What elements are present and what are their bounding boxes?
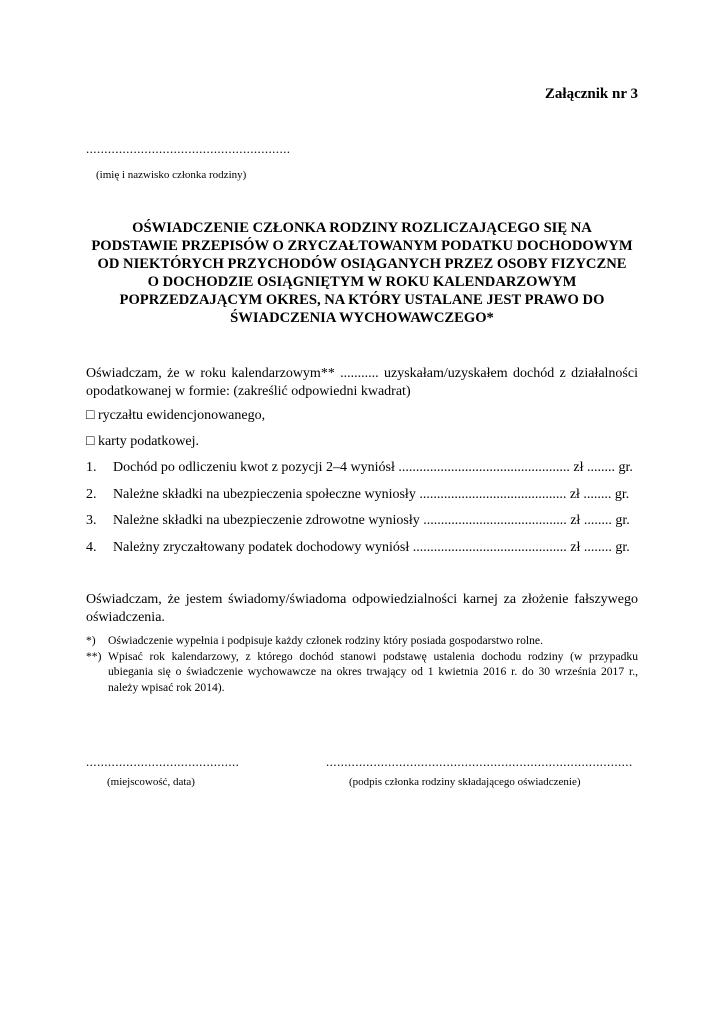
income-declaration <box>86 365 638 401</box>
member-name-field[interactable]: ........................................................ <box>86 141 291 156</box>
footnotes <box>86 633 638 695</box>
item-text[interactable]: Należne składki na ubezpieczenie zdrowotne wyniosły ......................................... zł ........ gr. <box>113 513 630 528</box>
liability-declaration <box>86 591 638 627</box>
document-title <box>86 219 638 327</box>
item-number: 1. <box>86 460 97 475</box>
place-date-field[interactable]: .......................................... <box>86 754 240 769</box>
footnote-text: Wpisać rok kalendarzowy, z którego dochód stanowi podstawę ustalenia dochodu rodziny (w przypadku <box>108 649 638 663</box>
footnote-text: należy wpisać rok 2014). <box>108 680 225 694</box>
item-number: 3. <box>86 513 97 528</box>
item-number: 4. <box>86 540 97 555</box>
title-line: ŚWIADCZENIA WYCHOWAWCZEGO* <box>230 310 494 326</box>
item-number: 2. <box>86 487 97 502</box>
title-line: O DOCHODZIE OSIĄGNIĘTYM W ROKU KALENDARZOWYM <box>147 274 577 290</box>
title-line: POPRZEDZAJĄCYM OKRES, NA KTÓRY USTALANE JEST PRAWO DO <box>119 292 605 308</box>
footnote <box>86 633 638 649</box>
member-name-caption: (imię i nazwisko członka rodziny) <box>96 169 247 181</box>
footnote-mark: *) <box>86 634 96 647</box>
title-line: OD NIEKTÓRYCH PRZYCHODÓW OSIĄGANYCH PRZEZ OSOBY FIZYCZNE <box>97 256 627 272</box>
item-text[interactable]: Dochód po odliczeniu kwot z pozycji 2–4 wyniósł ................................................. zł ........ gr. <box>113 460 633 475</box>
footnote <box>86 649 638 696</box>
liability-declaration-line: oświadczenia. <box>86 610 165 625</box>
place-date-caption: (miejscowość, data) <box>107 776 195 788</box>
income-declaration-line[interactable]: Oświadczam, że w roku kalendarzowym** ........... uzyskałam/uzyskałem dochód z działalności <box>86 366 638 381</box>
signature-field[interactable]: .................................................................................... <box>326 754 633 769</box>
annex-label: Załącznik nr 3 <box>544 86 638 102</box>
item-text[interactable]: Należne składki na ubezpieczenia społeczne wyniosły .......................................... zł ........ gr. <box>113 487 630 502</box>
title-line: OŚWIADCZENIE CZŁONKA RODZINY ROZLICZAJĄCEGO SIĘ NA <box>132 220 592 236</box>
footnote-text: Oświadczenie wypełnia i podpisuje każdy członek rodziny który posiada gospodarstwo rolne. <box>108 634 543 647</box>
signature-caption: (podpis członka rodziny składającego oświadczenie) <box>349 776 581 788</box>
income-declaration-line: opodatkowanej w formie: (zakreślić odpowiedni kwadrat) <box>86 384 411 399</box>
item-text[interactable]: Należny zryczałtowany podatek dochodowy wyniósł ............................................ zł ........ gr. <box>113 540 630 555</box>
option-lump-sum-checkbox[interactable]: □ ryczałtu ewidencjonowanego, <box>86 408 266 423</box>
liability-declaration-line: Oświadczam, że jestem świadomy/świadoma odpowiedzialności karnej za złożenie fałszywego <box>86 592 638 607</box>
title-line: PODSTAWIE PRZEPISÓW O ZRYCZAŁTOWANYM PODATKU DOCHODOWYM <box>91 238 633 254</box>
option-tax-card-checkbox[interactable]: □ karty podatkowej. <box>86 434 200 449</box>
footnote-text: ubiegania się o świadczenie wychowawcze na okres trwający od 1 kwietnia 2016 r. do 30 września 2017 r., <box>108 665 638 678</box>
footnote-mark: **) <box>86 649 102 663</box>
